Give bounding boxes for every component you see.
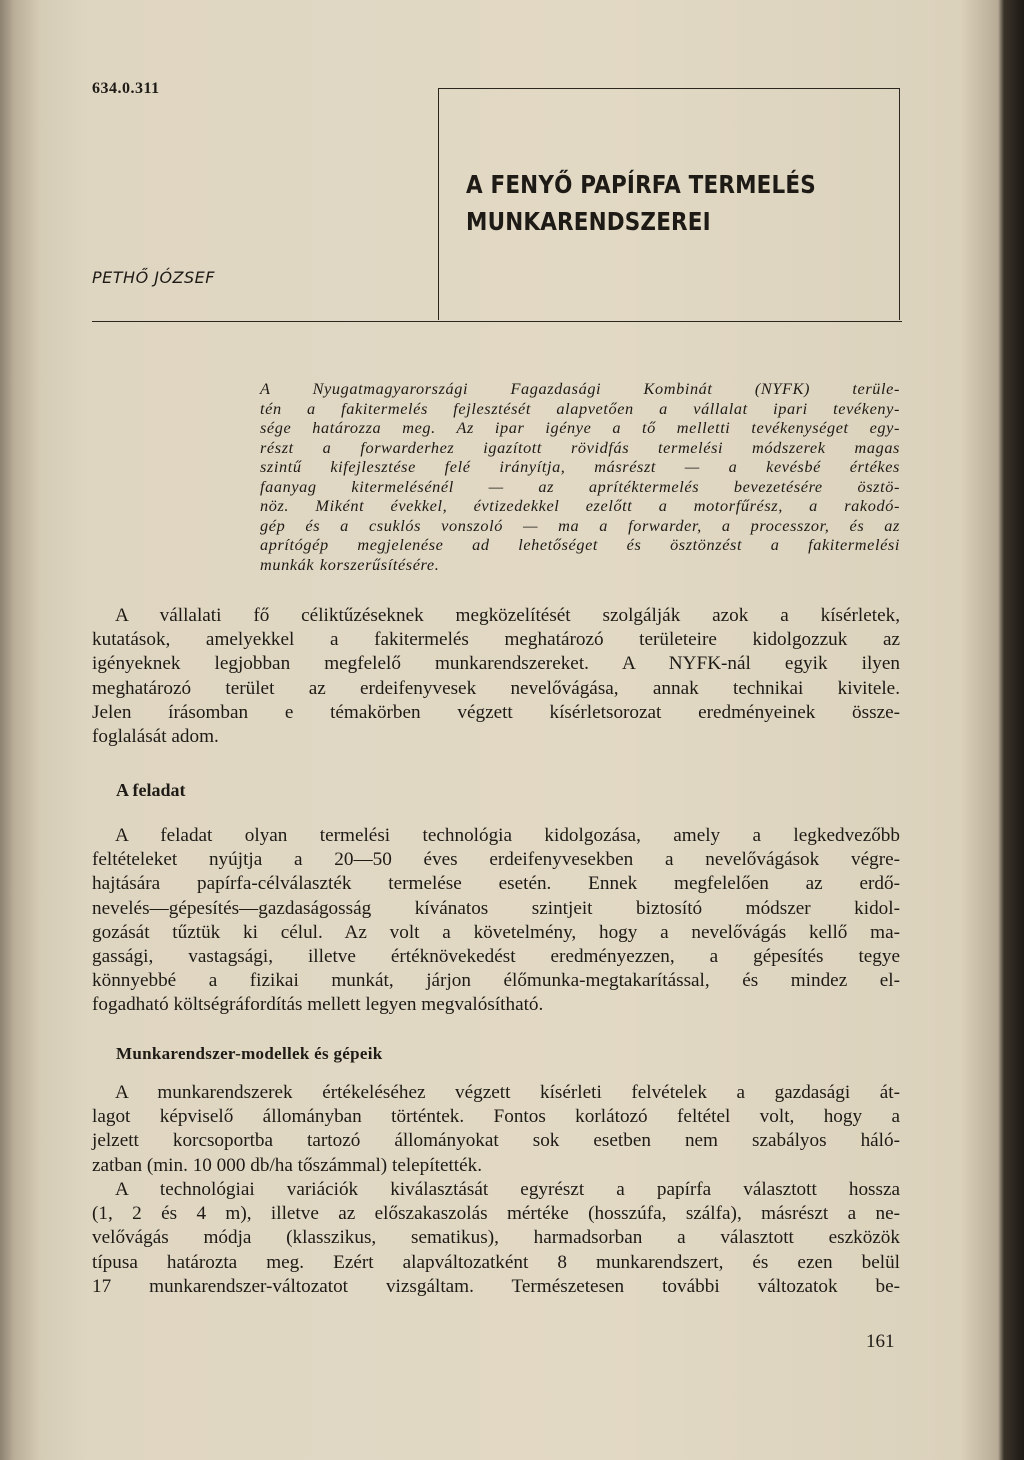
title-line-2: MUNKARENDSZEREI	[466, 207, 711, 236]
intro-paragraph	[92, 604, 900, 749]
abstract-line: gép és a csuklós vonszoló — ma a forwarder, a processzor, és az	[260, 515, 900, 535]
body-line: kutatások, amelyekkel a fakitermelés meghatározó területeire kidolgozzuk az	[92, 629, 900, 651]
body-line: gassági, vastagsági, illetve értéknövekedést eredményezzen, a gépesítés tegye	[92, 946, 900, 968]
body-line: A munkarendszerek értékeléséhez végzett kísérleti felvételek a gazdasági át-	[115, 1082, 900, 1103]
body-line: gozását tűztük ki célul. Az volt a követelmény, hogy a nevelővágás kellő ma-	[92, 921, 900, 943]
abstract-line: A Nyugatmagyarországi Fagazdasági Kombinát (NYFK) terüle-	[260, 379, 900, 398]
abstract-line: faanyag kitermelésénél — az aprítéktermelés bevezetésére ösztö-	[260, 476, 900, 496]
body-line: könnyebbé a fizikai munkát, járjon élőmunka-megtakarítással, és mindez el-	[92, 970, 900, 992]
abstract-line: sége határozza meg. Az ipar igénye a tő melletti tevékenységet egy-	[260, 418, 900, 437]
article-title	[466, 166, 827, 240]
body-line: A technológiai variációk kiválasztását egyrészt a papírfa választott hossza	[115, 1179, 900, 1200]
body-line: lagot képviselő állományban történtek. Fontos korlátozó feltétel volt, hogy a	[92, 1106, 900, 1128]
section1-paragraph	[92, 824, 900, 1018]
body-line: jelzett korcsoportba tartozó állományokat sok esetben nem szabályos háló-	[92, 1130, 900, 1152]
body-line: velővágás módja (klasszikus, sematikus), harmadsorban a választott eszközök	[92, 1227, 900, 1249]
section-heading-feladat: A feladat	[116, 780, 186, 800]
body-line: meghatározó terület az erdeifenyvesek nevelővágása, annak technikai kivitele.	[92, 677, 900, 699]
body-line: igényeknek legjobban megfelelő munkarendszereket. A NYFK-nál egyik ilyen	[92, 653, 900, 675]
section2-paragraph-1	[92, 1081, 900, 1178]
body-line: foglalását adom.	[92, 726, 219, 748]
body-line: 17 munkarendszer-változatot vizsgáltam. Természetesen további változatok be-	[92, 1275, 900, 1297]
body-line: A feladat olyan termelési technológia kidolgozása, amely a legkedvezőbb	[115, 825, 900, 846]
page-number: 161	[866, 1331, 895, 1352]
section-heading-munkarendszer: Munkarendszer-modellek és gépeik	[116, 1044, 383, 1063]
body-line: Jelen írásomban e témakörben végzett kísérletsorozat eredményeinek össze-	[92, 701, 900, 723]
body-line: zatban (min. 10 000 db/ha tőszámmal) telepítették.	[92, 1154, 483, 1176]
abstract-line: részt a forwarderhez igazított rövidfás termelési módszerek magas	[260, 437, 900, 457]
section2-paragraph-2	[92, 1178, 900, 1299]
abstract-line: aprítógép megjelenése ad lehetőséget és ösztönzést a fakitermelési	[260, 535, 900, 554]
header-rule	[92, 321, 902, 322]
abstract-line: munkák korszerűsítésére.	[260, 554, 440, 574]
udc-classification: 634.0.311	[92, 80, 160, 97]
body-line: fogadható költségráfordítás mellett legyen megvalósítható.	[92, 994, 544, 1016]
abstract-line: nöz. Miként évekkel, évtizedekkel ezelőtt a motorfűrész, a rakodó-	[260, 496, 900, 515]
body-line: hajtására papírfa-célválaszték termelése esetén. Ennek megfelelően az erdő-	[92, 873, 900, 895]
body-line: feltételeket nyújtja a 20—50 éves erdeifenyvesekben a nevelővágások végre-	[92, 849, 900, 871]
author-name: PETHŐ JÓZSEF	[92, 268, 215, 287]
body-line: (1, 2 és 4 m), illetve az előszakaszolás mértéke (hosszúfa, szálfa), másrészt a ne-	[92, 1203, 900, 1225]
abstract-line: szintű kifejlesztése felé irányítja, másrészt — a kevésbé értékes	[260, 457, 900, 476]
abstract	[260, 379, 900, 574]
body-line: típusa határozta meg. Ezért alapváltozatként 8 munkarendszert, és ezen belül	[92, 1251, 900, 1273]
abstract-line: tén a fakitermelés fejlesztését alapvetően a vállalat ipari tevékeny-	[260, 398, 900, 418]
body-line: nevelés—gépesítés—gazdaságosság kívánatos szintjeit biztosító módszer kidol-	[92, 897, 900, 919]
body-line: A vállalati fő céliktűzéseknek megközelítését szolgálják azok a kísérletek,	[115, 605, 900, 626]
title-line-1: A FENYŐ PAPÍRFA TERMELÉS	[466, 170, 816, 199]
